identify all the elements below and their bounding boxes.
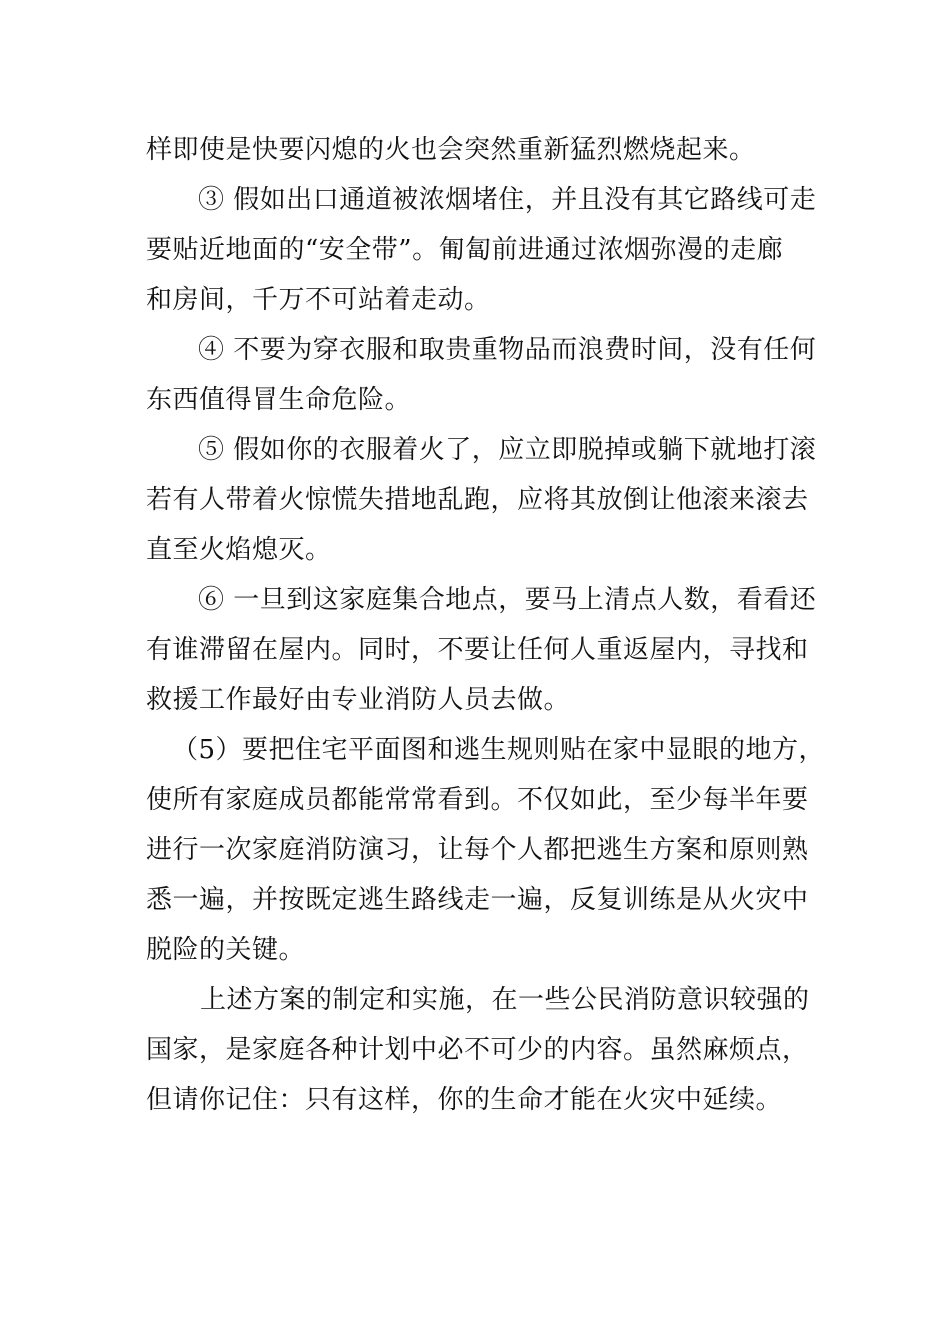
text-line: 上述方案的制定和实施，在一些公民消防意识较强的 <box>200 985 810 1015</box>
text-line: 和房间，千万不可站着走动。 <box>146 285 491 315</box>
text-line: 救援工作最好由专业消防人员去做。 <box>146 685 571 715</box>
text-line: ⑤ 假如你的衣服着火了，应立即脱掉或躺下就地打滚 <box>198 435 817 465</box>
text-line: （5）要把住宅平面图和逃生规则贴在家中显眼的地方， <box>172 735 826 765</box>
text-line: 若有人带着火惊慌失措地乱跑，应将其放倒让他滚来滚去 <box>146 485 809 515</box>
text-line: 直至火焰熄灭。 <box>146 535 332 565</box>
text-line: ④ 不要为穿衣服和取贵重物品而浪费时间，没有任何 <box>198 335 817 365</box>
text-line: 有谁滞留在屋内。同时，不要让任何人重返屋内，寻找和 <box>146 635 809 665</box>
text-line: 样即使是快要闪熄的火也会突然重新猛烈燃烧起来。 <box>146 135 756 165</box>
text-line: 要贴近地面的“安全带”。匍匐前进通过浓烟弥漫的走廊 <box>146 235 784 265</box>
text-line: 但请你记住：只有这样，你的生命才能在火灾中延续。 <box>146 1085 783 1115</box>
text-line: 使所有家庭成员都能常常看到。不仅如此，至少每半年要 <box>146 785 809 815</box>
text-line: ③ 假如出口通道被浓烟堵住，并且没有其它路线可走 <box>198 185 817 215</box>
text-line: ⑥ 一旦到这家庭集合地点，要马上清点人数，看看还 <box>198 585 817 615</box>
text-line: 进行一次家庭消防演习，让每个人都把逃生方案和原则熟 <box>146 835 809 865</box>
text-line: 国家，是家庭各种计划中必不可少的内容。虽然麻烦点， <box>146 1035 809 1065</box>
text-line: 悉一遍，并按既定逃生路线走一遍，反复训练是从火灾中 <box>146 885 809 915</box>
text-line: 脱险的关键。 <box>146 935 306 965</box>
text-line: 东西值得冒生命危险。 <box>146 385 412 415</box>
